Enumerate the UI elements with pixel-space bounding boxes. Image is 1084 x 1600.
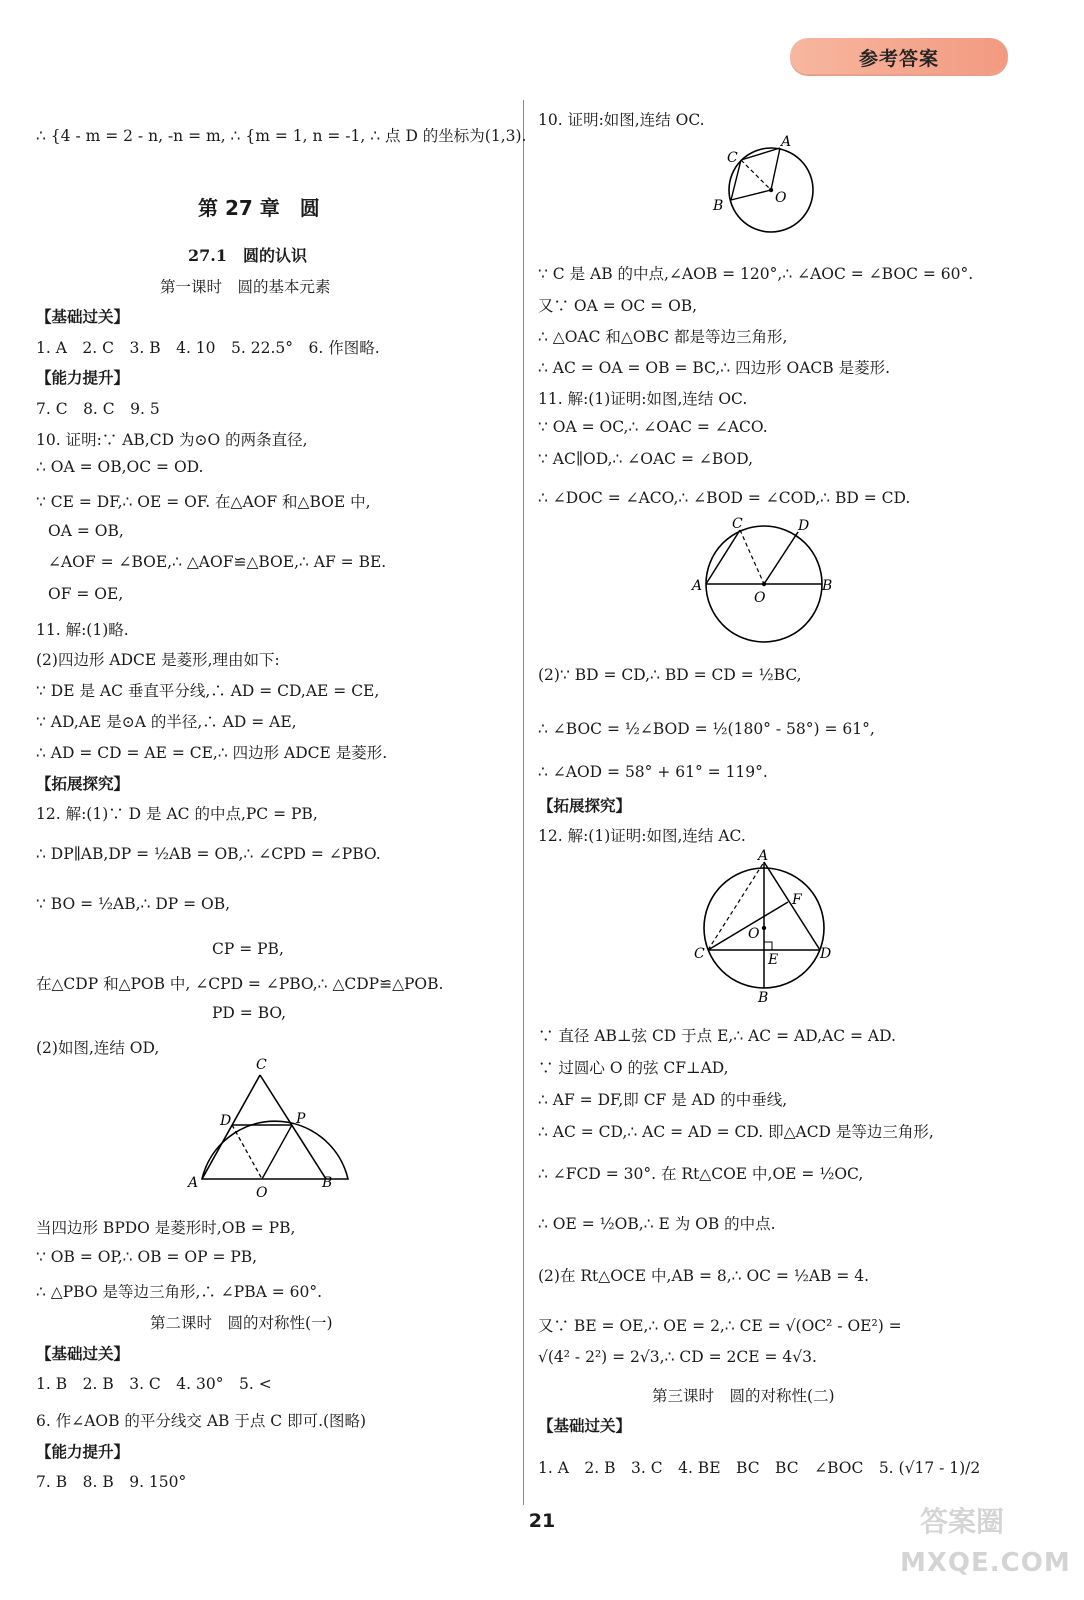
label: B <box>322 1175 333 1191</box>
label: O <box>775 190 787 206</box>
subheading: 【能力提升】 <box>36 368 130 387</box>
line: ∵ BO = ½AB,∴ DP = OB, <box>36 895 231 913</box>
line: ∵ C 是 AB 的中点,∠AOB = 120°,∴ ∠AOC = ∠BOC = 60°. <box>538 265 974 283</box>
badge-label: 参考答案 <box>858 48 939 70</box>
line: ∴ AF = DF,即 CF 是 AD 的中垂线, <box>538 1091 788 1109</box>
line: ∴ △OAC 和△OBC 都是等边三角形, <box>538 328 788 346</box>
line: ∴ ∠FCD = 30°. 在 Rt△COE 中,OE = ½OC, <box>538 1165 864 1183</box>
label: C <box>694 946 705 962</box>
line: ∴ AC = CD,∴ AC = AD = CD. 即△ACD 是等边三角形, <box>538 1123 934 1141</box>
line: ∴ ∠DOC = ∠ACO,∴ ∠BOD = ∠COD,∴ BD = CD. <box>538 489 911 507</box>
label: O <box>256 1185 268 1200</box>
label: C <box>256 1057 267 1073</box>
line: ∵ OB = OP,∴ OB = OP = PB, <box>36 1248 258 1266</box>
line: CP = PB, <box>212 940 284 958</box>
line: 1. B 2. B 3. C 4. 30° 5. < <box>36 1375 272 1393</box>
subheading: 【基础过关】 <box>36 1344 130 1363</box>
label: O <box>748 926 760 942</box>
label: A <box>758 848 769 864</box>
line: ∵ CE = DF,∴ OE = OF. 在△AOF 和△BOE 中, <box>36 493 371 511</box>
line: 10. 证明:∵ AB,CD 为⊙O 的两条直径, <box>36 431 308 449</box>
label: A <box>188 1175 199 1191</box>
line: ∴ ∠BOC = ½∠BOD = ½(180° - 58°) = 61°, <box>538 720 875 738</box>
line: 又∵ OA = OC = OB, <box>538 297 698 315</box>
line: (2)四边形 ADCE 是菱形,理由如下: <box>36 651 280 669</box>
label: F <box>792 892 802 908</box>
line: 12. 解:(1)证明:如图,连结 AC. <box>538 827 746 845</box>
line: ∴ △PBO 是等边三角形,∴ ∠PBA = 60°. <box>36 1283 323 1301</box>
page-number: 21 <box>528 1510 556 1532</box>
line: (2)在 Rt△OCE 中,AB = 8,∴ OC = ½AB = 4. <box>538 1267 870 1285</box>
lesson-title: 第一课时 圆的基本元素 <box>160 278 331 296</box>
line: ∠AOF = ∠BOE,∴ △AOF≌△BOE,∴ AF = BE. <box>48 553 387 571</box>
lesson-title: 第二课时 圆的对称性(一) <box>150 1314 333 1332</box>
line: OA = OB, <box>48 522 124 540</box>
line: 1. A 2. B 3. C 4. BE BC BC ∠BOC 5. (√17 - 1)/2 <box>538 1459 981 1477</box>
figure-circle-parallel <box>688 512 838 647</box>
line: ∵ AD,AE 是⊙A 的半径,∴ AD = AE, <box>36 713 297 731</box>
label: P <box>296 1111 306 1127</box>
answer-key-badge <box>790 38 1008 74</box>
subheading: 【基础过关】 <box>538 1416 632 1435</box>
line: ∴ ∠AOD = 58° + 61° = 119°. <box>538 763 768 781</box>
watermark-url: MXQE.COM <box>900 1548 1071 1578</box>
line: (2)如图,连结 OD, <box>36 1039 160 1057</box>
subheading: 【拓展探究】 <box>36 774 130 793</box>
figure-semicircle-triangle <box>180 1055 350 1200</box>
line: 6. 作∠AOB 的平分线交 AB 于点 C 即可.(图略) <box>36 1412 367 1430</box>
chapter-title: 第 27 章 圆 <box>198 196 320 220</box>
line: 1. A 2. C 3. B 4. 10 5. 22.5° 6. 作图略. <box>36 339 380 357</box>
lesson-title: 第三课时 圆的对称性(二) <box>652 1387 835 1405</box>
figure-circle-equilateral <box>688 848 838 1008</box>
line: (2)∵ BD = CD,∴ BD = CD = ½BC, <box>538 666 802 684</box>
line: √(4² - 2²) = 2√3,∴ CD = 2CE = 4√3. <box>538 1348 817 1366</box>
line: ∴ {4 - m = 2 - n, -n = m, ∴ {m = 1, n = -1, ∴ 点 D 的坐标为(1,3). <box>36 127 527 145</box>
label: O <box>754 590 766 606</box>
line: 7. B 8. B 9. 150° <box>36 1473 187 1491</box>
column-divider <box>523 100 524 1505</box>
line: ∴ OE = ½OB,∴ E 为 OB 的中点. <box>538 1215 776 1233</box>
label: A <box>781 134 792 150</box>
line: 又∵ BE = OE,∴ OE = 2,∴ CE = √(OC² - OE²) = <box>538 1317 902 1335</box>
line: OF = OE, <box>48 585 124 603</box>
section-title: 27.1 圆的认识 <box>188 246 307 265</box>
line: ∵ AC∥OD,∴ ∠OAC = ∠BOD, <box>538 450 754 468</box>
label: B <box>822 578 833 594</box>
line: ∴ DP∥AB,DP = ½AB = OB,∴ ∠CPD = ∠PBO. <box>36 845 381 863</box>
watermark-logo: 答案圈 <box>920 1505 1005 1538</box>
label: D <box>798 518 810 534</box>
line: 11. 解:(1)证明:如图,连结 OC. <box>538 390 748 408</box>
subheading: 【能力提升】 <box>36 1442 130 1461</box>
line: 7. C 8. C 9. 5 <box>36 400 160 418</box>
line: ∵ 直径 AB⊥弦 CD 于点 E,∴ AC = AD,AC = AD. <box>538 1027 896 1045</box>
label: E <box>768 952 779 968</box>
line: ∴ AC = OA = OB = BC,∴ 四边形 OACB 是菱形. <box>538 359 890 377</box>
label: D <box>220 1113 232 1129</box>
label: B <box>758 990 769 1006</box>
subheading: 【基础过关】 <box>36 307 130 326</box>
line: PD = BO, <box>212 1004 287 1022</box>
label: D <box>820 946 832 962</box>
line: ∵ 过圆心 O 的弦 CF⊥AD, <box>538 1059 729 1077</box>
line: ∴ AD = CD = AE = CE,∴ 四边形 ADCE 是菱形. <box>36 744 388 762</box>
label: C <box>732 516 743 532</box>
line: 11. 解:(1)略. <box>36 621 129 639</box>
line: ∴ OA = OB,OC = OD. <box>36 458 204 476</box>
line: 当四边形 BPDO 是菱形时,OB = PB, <box>36 1219 296 1237</box>
line: 12. 解:(1)∵ D 是 AC 的中点,PC = PB, <box>36 805 318 823</box>
line: ∵ DE 是 AC 垂直平分线,∴ AD = CD,AE = CE, <box>36 682 380 700</box>
label: A <box>692 578 703 594</box>
subheading: 【拓展探究】 <box>538 796 632 815</box>
line: 在△CDP 和△POB 中, ∠CPD = ∠PBO,∴ △CDP≌△POB. <box>36 975 444 993</box>
label: B <box>713 198 724 214</box>
line: ∵ OA = OC,∴ ∠OAC = ∠ACO. <box>538 418 768 436</box>
label: C <box>727 150 738 166</box>
figure-circle-rhombus <box>705 130 825 240</box>
line: 10. 证明:如图,连结 OC. <box>538 111 705 129</box>
